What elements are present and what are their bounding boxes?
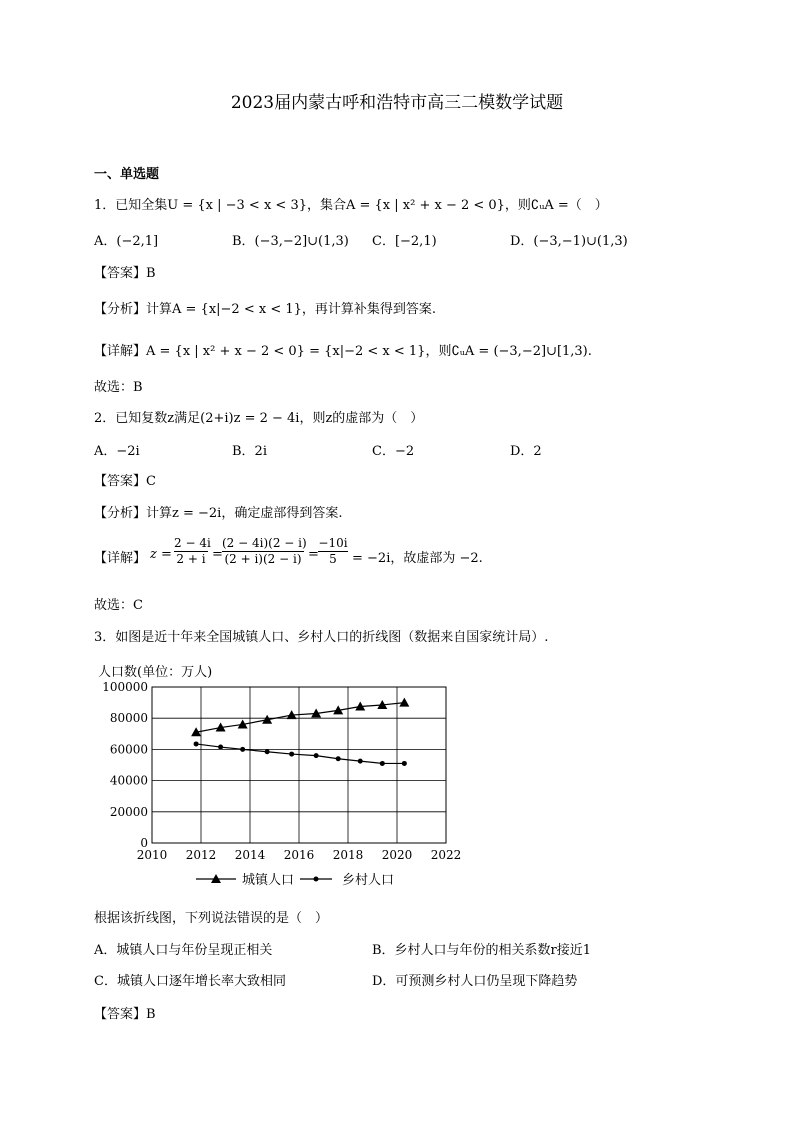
q3-option-a: A．城镇人口与年份呈现正相关 xyxy=(94,943,273,958)
q2-eq1: = xyxy=(212,547,223,562)
y-tick-label: 80000 xyxy=(109,711,148,726)
rural-point xyxy=(314,753,319,758)
rural-point xyxy=(265,749,270,754)
q2-detail-z: z = xyxy=(150,547,172,562)
page-title: 2023届内蒙古呼和浩特市高三二模数学试题 xyxy=(230,93,564,113)
x-tick-label: 2016 xyxy=(283,848,315,862)
y-tick-label: 20000 xyxy=(109,804,148,819)
x-tick-label: 2014 xyxy=(234,848,266,862)
q2-frac3-num: −10i xyxy=(318,536,348,550)
y-tick-label: 0 xyxy=(140,836,148,850)
chart-series xyxy=(191,698,409,766)
q2-detail-label: 【详解】 xyxy=(94,551,147,566)
q2-frac1 xyxy=(174,536,211,566)
legend-label-rural: 乡村人口 xyxy=(342,873,395,888)
rural-point xyxy=(218,745,223,750)
population-line-chart xyxy=(90,656,470,892)
q2-option-b: B．2i xyxy=(232,444,267,459)
rural-point xyxy=(402,761,407,766)
rural-point xyxy=(358,759,363,764)
q2-frac3-den: 5 xyxy=(318,551,348,566)
q2-frac3 xyxy=(318,536,348,566)
chart-axis-labels xyxy=(102,680,461,862)
q2-analysis: 【分析】计算z = −2i，确定虚部得到答案. xyxy=(94,506,343,521)
x-tick-label: 2020 xyxy=(381,848,413,862)
q1-option-c: C．[−2,1) xyxy=(372,234,437,249)
q3-question: 根据该折线图，下列说法错误的是（ ） xyxy=(94,911,329,926)
q2-stem: 2．已知复数z满足(2+i)z = 2 − 4i，则z的虚部为（ ） xyxy=(94,411,424,426)
q3-option-c: C．城镇人口逐年增长率大致相同 xyxy=(94,974,286,989)
q3-stem: 3．如图是近十年来全国城镇人口、乡村人口的折线图（数据来自国家统计局）. xyxy=(94,630,549,645)
q2-detail-tail: = −2i，故虚部为 −2. xyxy=(352,551,483,566)
q2-option-c: C．−2 xyxy=(372,444,415,459)
x-tick-label: 2012 xyxy=(185,848,217,862)
q3-option-d: D．可预测乡村人口仍呈现下降趋势 xyxy=(372,974,578,989)
series-line-rural xyxy=(196,744,404,764)
y-tick-label: 40000 xyxy=(109,773,148,788)
q1-stem: 1．已知全集U = {x | −3 < x < 3}，集合A = {x | x² + x − 2 < 0}，则∁ᵤA =（ ） xyxy=(94,198,608,213)
rural-point xyxy=(289,752,294,757)
q3-option-b: B．乡村人口与年份的相关系数r接近1 xyxy=(372,943,592,958)
q2-frac2 xyxy=(222,536,307,566)
chart-legend xyxy=(196,872,394,888)
x-tick-label: 2022 xyxy=(430,848,462,862)
section-heading: 一、单选题 xyxy=(94,167,160,182)
y-tick-label: 100000 xyxy=(102,680,148,694)
q1-choice: 故选：B xyxy=(94,380,143,395)
legend-marker-rural xyxy=(314,877,319,882)
rural-point xyxy=(336,756,341,761)
series-line-urban xyxy=(196,703,404,733)
chart-grid xyxy=(152,687,446,843)
q3-answer: 【答案】B xyxy=(94,1007,156,1022)
urban-point xyxy=(399,698,409,707)
q2-choice: 故选：C xyxy=(94,598,143,613)
q2-frac2-num: (2 − 4i)(2 − i) xyxy=(222,536,307,550)
rural-point xyxy=(194,741,199,746)
q2-option-a: A．−2i xyxy=(94,444,140,459)
rural-point xyxy=(380,761,385,766)
q1-analysis: 【分析】计算A = {x|−2 < x < 1}，再计算补集得到答案. xyxy=(94,302,437,317)
y-tick-label: 60000 xyxy=(109,742,148,757)
q2-frac2-den: (2 + i)(2 − i) xyxy=(222,551,304,566)
q2-eq2: = xyxy=(308,547,319,562)
q2-frac1-den: 2 + i xyxy=(174,551,208,566)
q1-detail: 【详解】A = {x | x² + x − 2 < 0} = {x|−2 < x < 1}，则∁ᵤA = (−3,−2]∪[1,3). xyxy=(94,344,592,359)
q1-option-a: A．(−2,1] xyxy=(94,234,159,249)
q1-answer: 【答案】B xyxy=(94,266,156,281)
legend-label-urban: 城镇人口 xyxy=(242,873,295,888)
q2-answer: 【答案】C xyxy=(94,474,156,489)
q1-option-b: B．(−3,−2]∪(1,3) xyxy=(232,234,349,249)
q1-option-d: D．(−3,−1)∪(1,3) xyxy=(510,234,628,249)
q2-option-d: D．2 xyxy=(510,444,542,459)
x-tick-label: 2010 xyxy=(136,848,168,862)
chart-y-label: 人口数(单位：万人) xyxy=(98,665,213,680)
x-tick-label: 2018 xyxy=(332,848,364,862)
rural-point xyxy=(240,747,245,752)
q2-frac1-num: 2 − 4i xyxy=(174,536,211,550)
